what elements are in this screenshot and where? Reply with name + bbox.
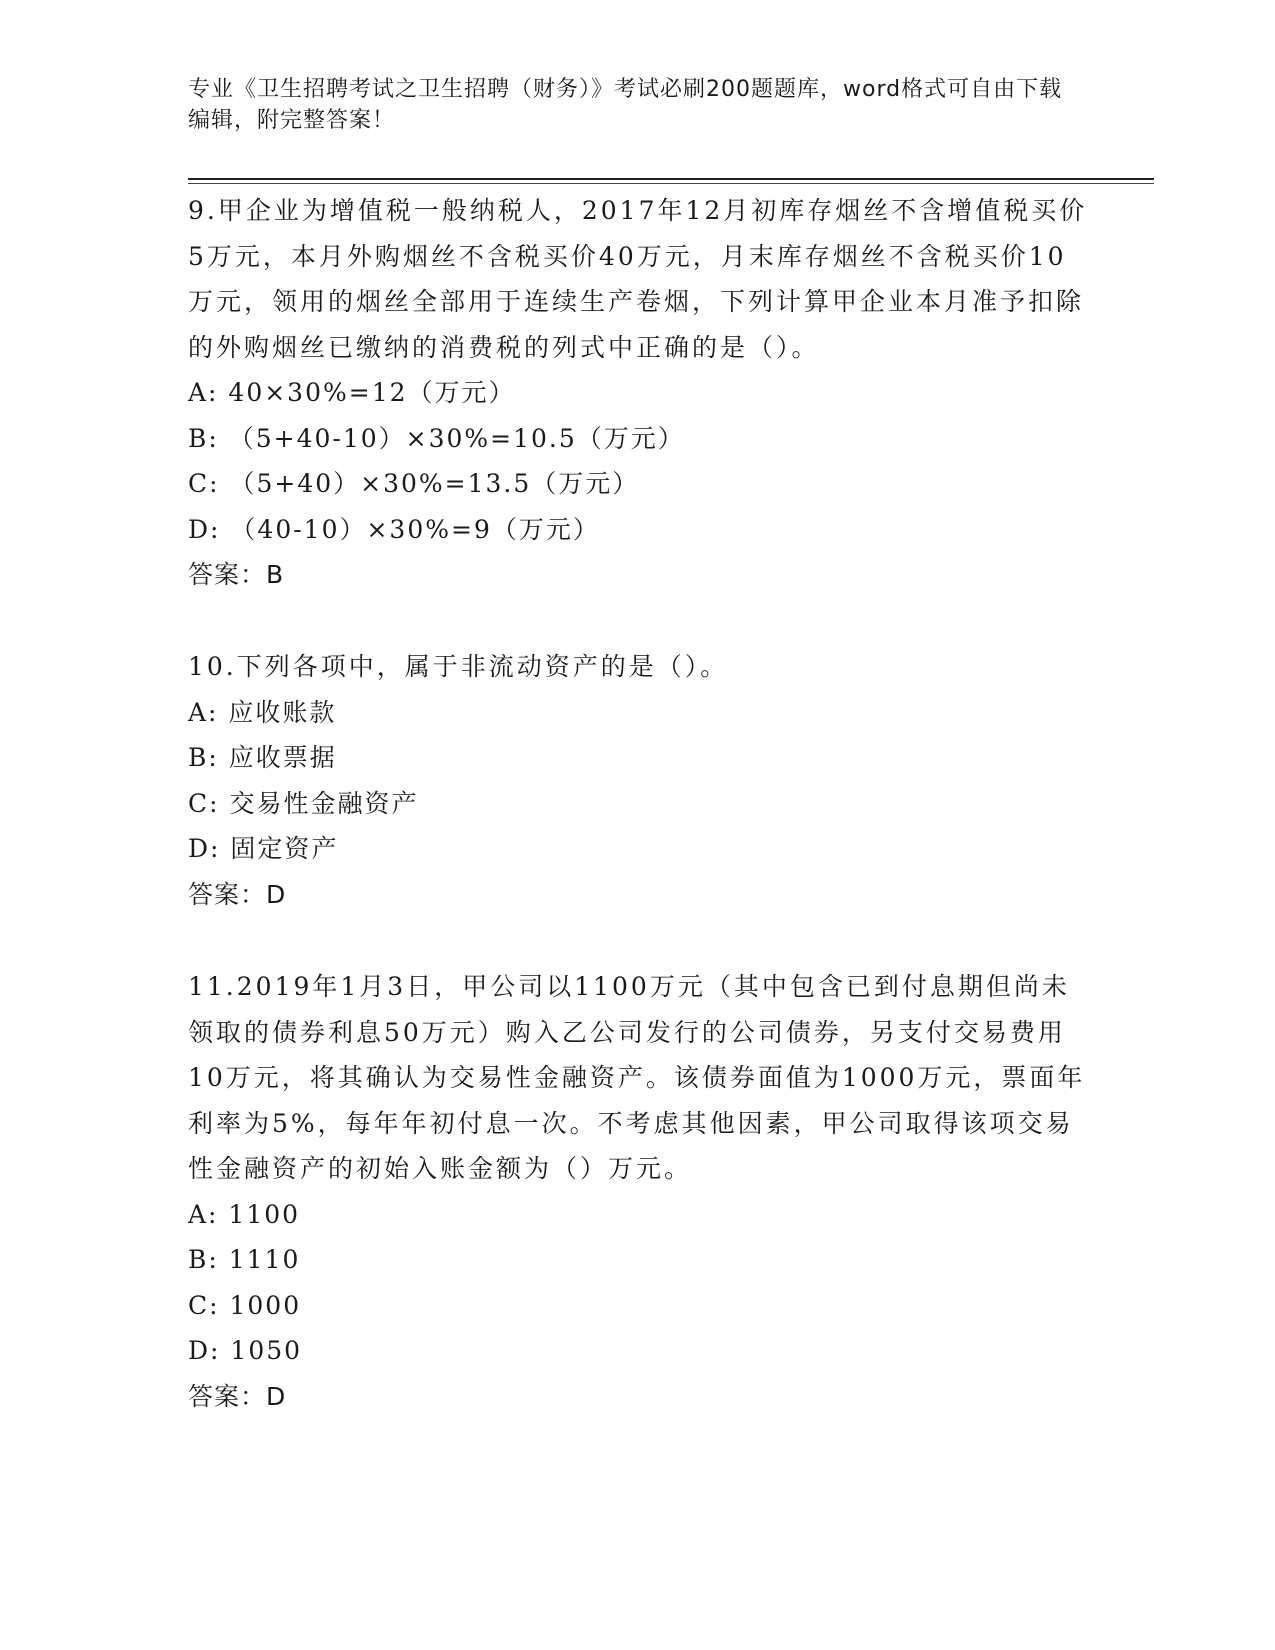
- question-stem: 10.下列各项中，属于非流动资产的是（）。: [188, 652, 729, 681]
- document-header: 专业《卫生招聘考试之卫生招聘（财务）》考试必刷200题题库，word格式可自由下载编辑，附完整答案！: [188, 77, 1063, 133]
- option-c: C: （5+40）×30%=13.5（万元）: [188, 469, 640, 498]
- option-c: C: 交易性金融资产: [188, 788, 419, 818]
- answer: 答案：D: [188, 1381, 287, 1411]
- option-d: D: （40-10）×30%=9（万元）: [188, 514, 600, 544]
- option-b: B: 应收票据: [188, 743, 337, 772]
- answer: 答案：B: [188, 560, 285, 589]
- option-b: B: 1110: [188, 1245, 301, 1274]
- question-11: [188, 964, 1088, 1419]
- question-10: [188, 644, 1088, 917]
- option-a: A: 40×30%=12（万元）: [188, 378, 516, 407]
- question-9: [188, 188, 1088, 598]
- option-a: A: 1100: [188, 1199, 301, 1229]
- option-d: D: 1050: [188, 1336, 303, 1365]
- question-stem: 9.甲企业为增值税一般纳税人，2017年12月初库存烟丝不含增值税买价5万元，本月外购烟丝不含税买价40万元，月末库存烟丝不含税买价10万元，领用的烟丝全部用于连续生产卷烟，下列计算甲企业本月准予扣除的外购烟丝已缴纳的消费税的列式中正确的是（）。: [188, 196, 1088, 362]
- option-b: B: （5+40-10）×30%=10.5（万元）: [188, 423, 685, 453]
- question-stem: 11.2019年1月3日，甲公司以1100万元（其中包含已到付息期但尚未领取的债券利息50万元）购入乙公司发行的公司债券，另支付交易费用10万元，将其确认为交易性金融资产。该债券面值为1000万元，票面年利率为5%，每年年初付息一次。不考虑其他因素，甲公司取得该项交易性金融资产的初始入账金额为（）万元。: [188, 972, 1086, 1183]
- header-divider-thin: [188, 183, 1154, 184]
- answer: 答案：D: [188, 879, 287, 909]
- option-d: D: 固定资产: [188, 834, 339, 863]
- option-a: A: 应收账款: [188, 697, 337, 727]
- option-c: C: 1000: [188, 1290, 302, 1320]
- header-divider-thick: [188, 178, 1154, 180]
